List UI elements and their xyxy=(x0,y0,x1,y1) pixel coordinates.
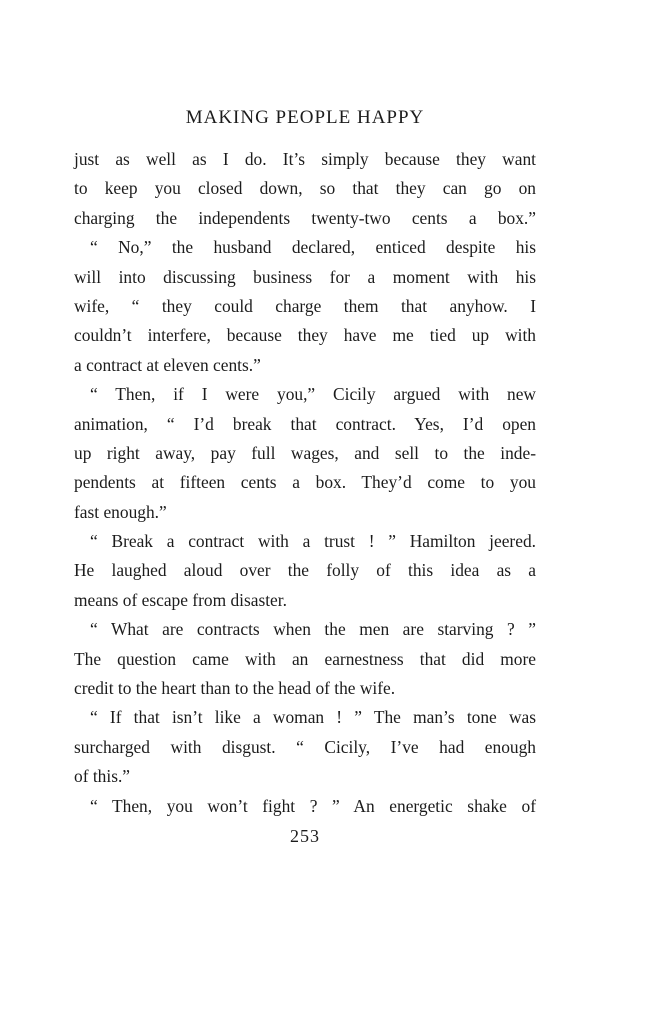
text-line: means of escape from disaster. xyxy=(74,589,287,610)
text-line: pendents at fifteen cents a box. They’d come to you xyxy=(74,472,536,493)
text-line: couldn’t interfere, because they have me tied up with xyxy=(74,325,536,346)
text-line: He laughed aloud over the folly of this idea as a xyxy=(74,560,536,581)
text-line: will into discussing business for a moment with his xyxy=(74,266,536,287)
text-line: The question came with an earnestness that did more xyxy=(74,648,536,669)
page-number: 253 xyxy=(290,826,320,846)
text-line: animation, “ I’d break that contract. Yes, I’d open xyxy=(74,413,536,434)
text-line: a contract at eleven cents.” xyxy=(74,354,261,375)
text-line: charging the independents twenty-two cents a box.” xyxy=(74,207,536,228)
text-line: of this.” xyxy=(74,766,131,787)
text-line: fast enough.” xyxy=(74,501,167,522)
text-line: just as well as I do. It’s simply because they want xyxy=(74,149,536,169)
text-line: “ No,” the husband declared, enticed despite his xyxy=(90,237,536,258)
text-line: “ If that isn’t like a woman ! ” The man’s tone was xyxy=(90,707,536,728)
text-line: “ What are contracts when the men are starving ? ” xyxy=(90,619,536,640)
running-head: MAKING PEOPLE HAPPY xyxy=(185,107,425,128)
text-line: “ Then, if I were you,” Cicily argued with new xyxy=(90,384,536,405)
text-line: to keep you closed down, so that they can go on xyxy=(74,178,536,199)
text-line: wife, “ they could charge them that anyhow. I xyxy=(74,295,536,316)
text-line: “ Then, you won’t fight ? ” An energetic shake of xyxy=(90,795,536,816)
text-line: up right away, pay full wages, and sell to the inde- xyxy=(74,442,536,463)
body-text xyxy=(74,145,536,821)
text-line: credit to the heart than to the head of the wife. xyxy=(74,678,396,699)
text-line: surcharged with disgust. “ Cicily, I’ve had enough xyxy=(74,736,536,757)
text-line: “ Break a contract with a trust ! ” Hamilton jeered. xyxy=(90,531,536,552)
